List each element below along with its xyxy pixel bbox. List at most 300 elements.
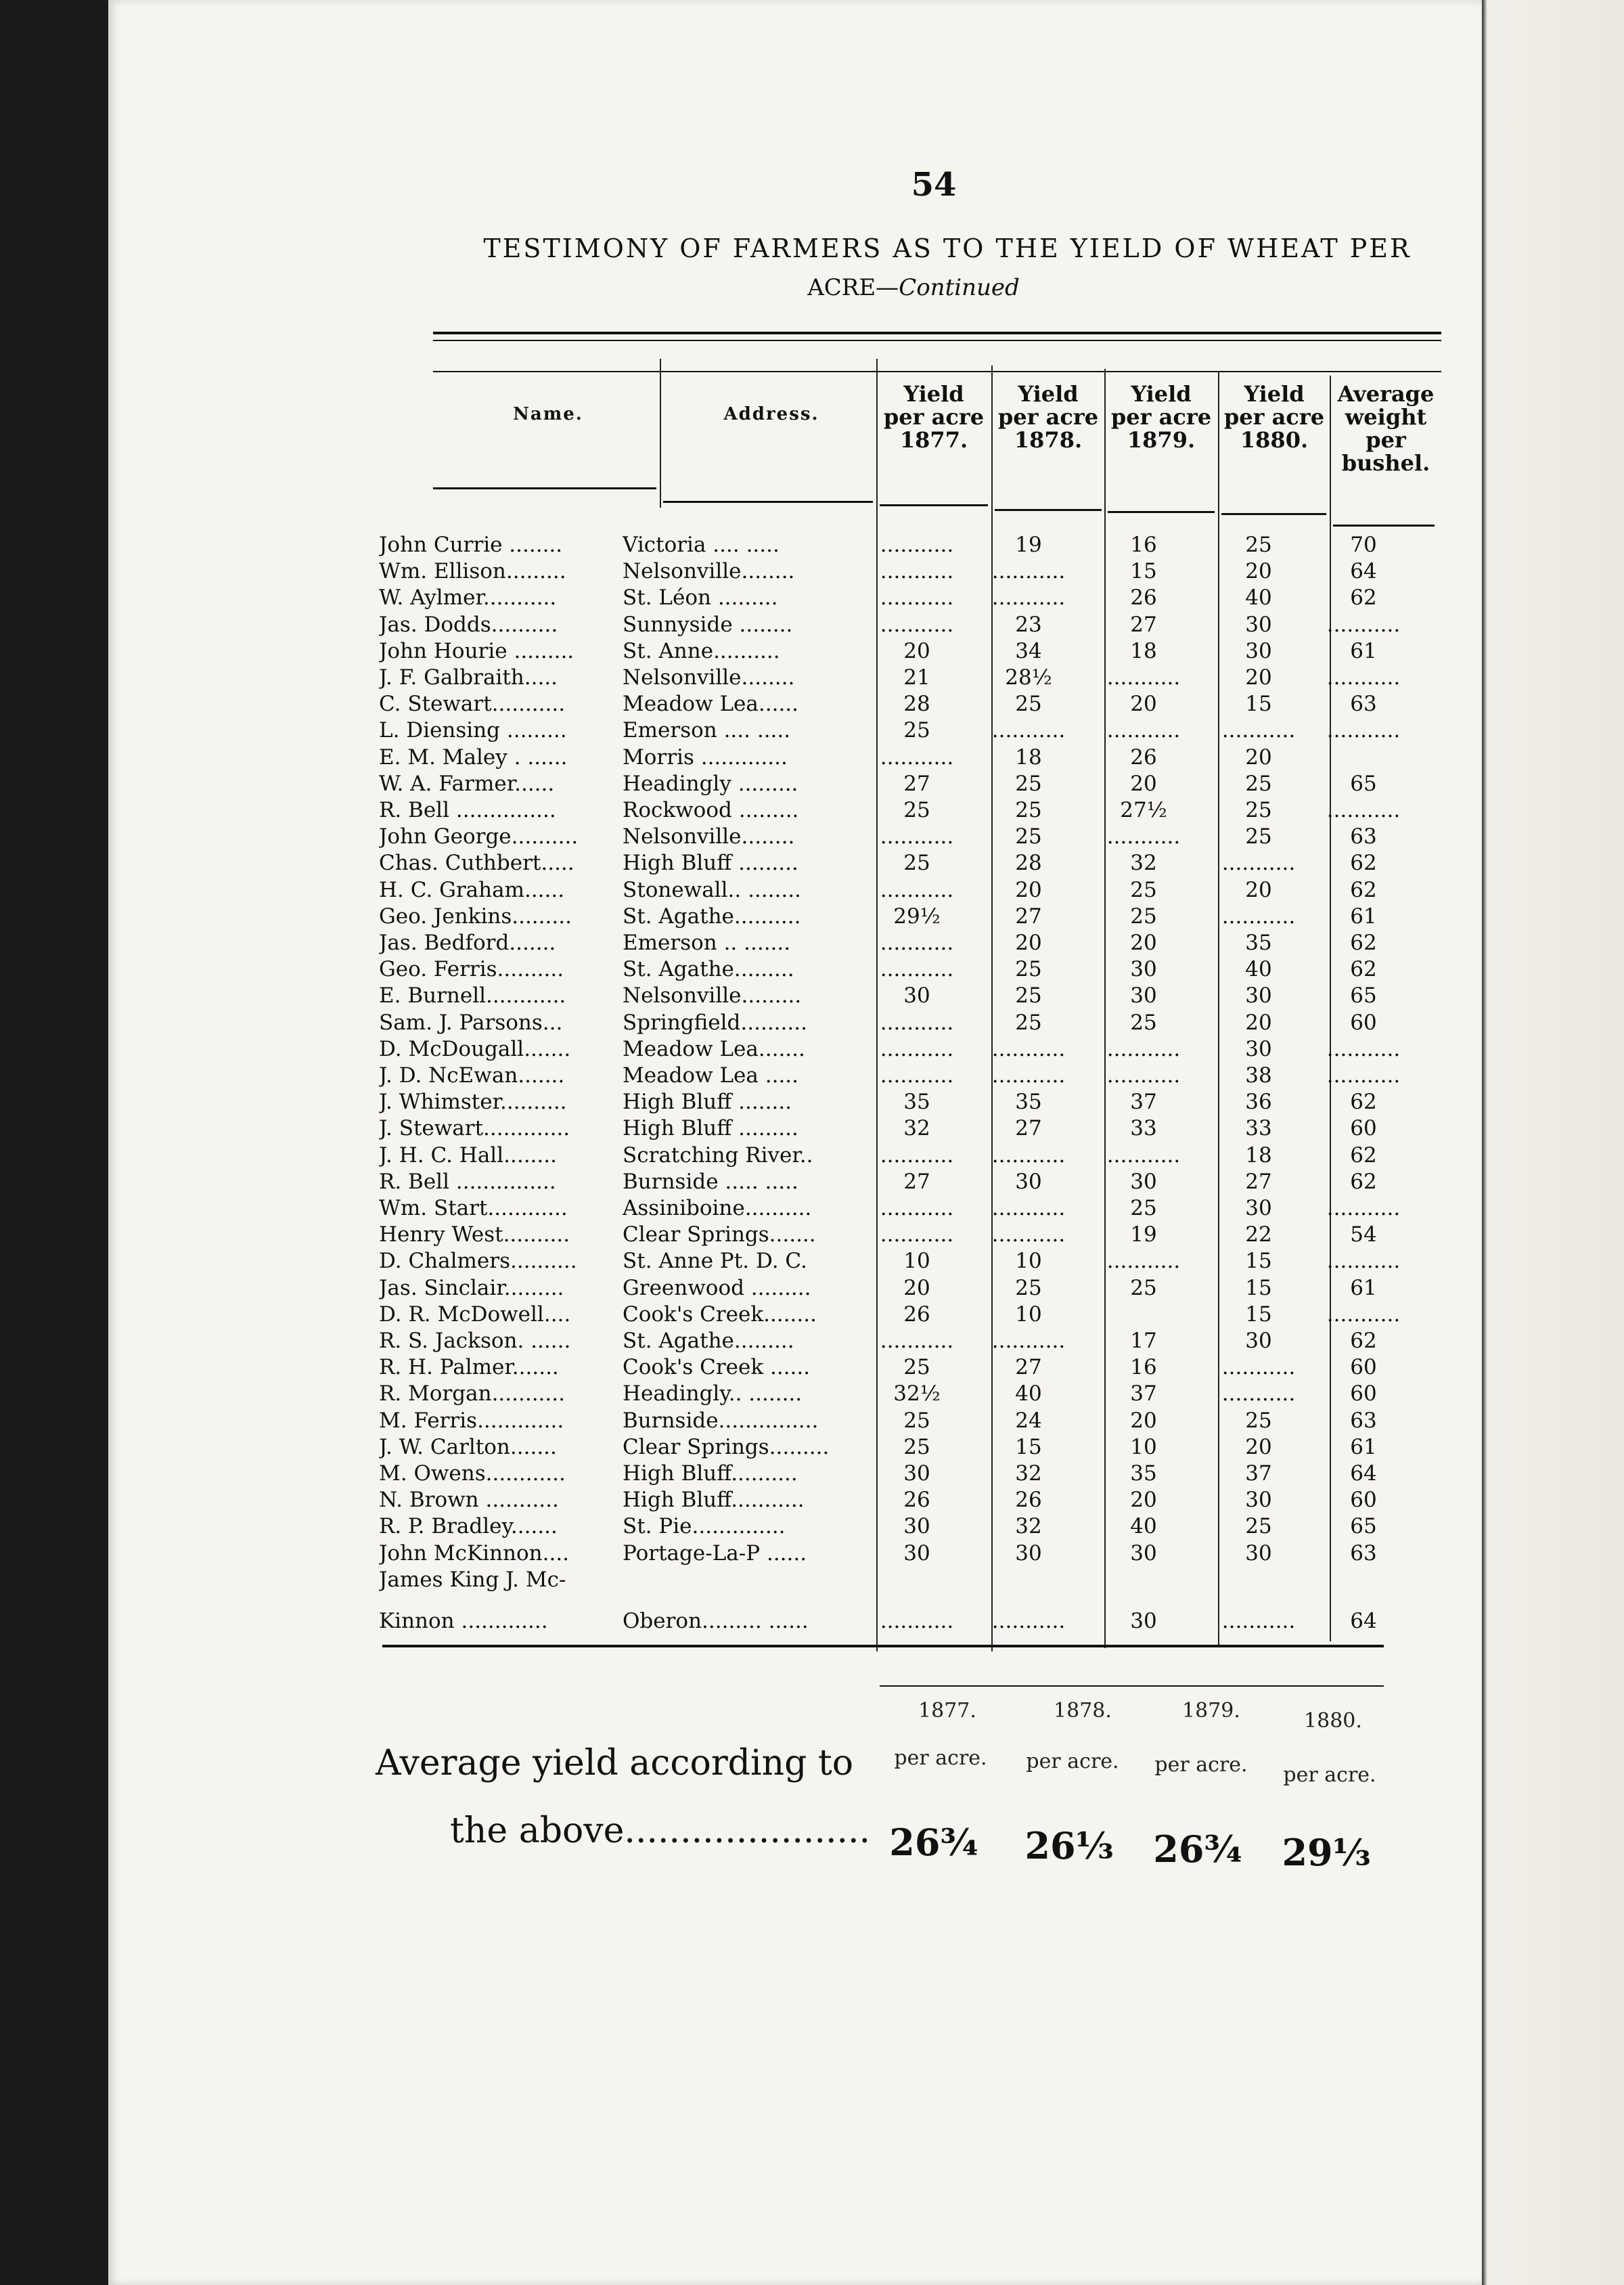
table-row: [0, 1540, 1624, 1567]
cell-yield-1880: 27: [1245, 1169, 1272, 1194]
cell-yield-1880: 20: [1245, 665, 1272, 690]
table-row: [0, 823, 1624, 850]
cell-yield-1880: 20: [1245, 559, 1272, 584]
cell-yield-1877: ...........: [880, 1196, 954, 1220]
cell-yield-1878: 25: [1015, 957, 1042, 982]
cell-name: James King J. Mc-: [379, 1567, 566, 1592]
cell-yield-1877: 32: [903, 1116, 930, 1141]
cell-yield-1878: ...........: [991, 1036, 1066, 1061]
cell-yield-1878: 20: [1015, 931, 1042, 955]
cell-yield-1878: ...........: [991, 585, 1066, 611]
cell-address: Burnside...............: [623, 1408, 819, 1433]
header-1878-line1: Yield: [1018, 381, 1079, 407]
cell-weight: [1313, 744, 1414, 771]
page-number: 54: [911, 166, 957, 204]
cell-yield-1878: 27: [1015, 1355, 1042, 1380]
cell-yield-1879: ...........: [1106, 665, 1181, 690]
cell-yield-1879: [1089, 1301, 1198, 1328]
cell-yield-1880: ...........: [1221, 1381, 1296, 1406]
cell-yield-1878: 32: [1015, 1514, 1042, 1539]
cell-yield-1880: [1204, 1566, 1313, 1593]
cell-yield-1879: 26: [1130, 745, 1157, 770]
table-row: [0, 797, 1624, 824]
cell-name: Geo. Jenkins.........: [379, 904, 572, 929]
cell-yield-1880: 15: [1245, 1275, 1272, 1300]
table-row: [0, 1354, 1624, 1381]
cell-yield-1878: ...........: [991, 1222, 1066, 1247]
cell-yield-1877: ...........: [880, 745, 954, 770]
avg-year-1877: 1877.: [918, 1699, 976, 1723]
cell-yield-1878: 24: [1015, 1408, 1042, 1433]
cell-weight: 61: [1350, 904, 1377, 929]
header-average-weight: [1332, 382, 1440, 474]
header-1877-line3: 1877.: [899, 427, 968, 453]
table-row: [0, 584, 1624, 611]
cell-address: St. Anne..........: [623, 638, 780, 663]
cell-yield-1877: 30: [903, 1461, 930, 1486]
cell-yield-1877: 25: [903, 1355, 930, 1380]
table-row: [0, 1460, 1624, 1487]
table-row: [0, 1407, 1624, 1434]
cell-yield-1878: 25: [1015, 798, 1042, 822]
cell-yield-1878: ...........: [991, 1196, 1066, 1220]
average-label-line1: Average yield according to: [376, 1743, 854, 1783]
cell-yield-1879: 20: [1130, 771, 1157, 796]
cell-yield-1877: 26: [903, 1302, 930, 1327]
cell-name: John George..........: [379, 824, 579, 849]
cell-name: W. A. Farmer......: [379, 771, 555, 796]
cell-yield-1879: 20: [1130, 1488, 1157, 1513]
table-row: [0, 1513, 1624, 1540]
table-row: [0, 1327, 1624, 1354]
cell-address: Emerson .. .......: [623, 931, 791, 955]
cell-weight: 63: [1350, 692, 1377, 717]
table-top-rule-3: [433, 371, 1441, 372]
cell-name: E. Burnell............: [379, 983, 566, 1008]
cell-yield-1879: 35: [1130, 1461, 1157, 1486]
cell-yield-1877: 35: [903, 1090, 930, 1115]
cell-name: Chas. Cuthbert.....: [379, 851, 574, 876]
cell-yield-1879: ...........: [1106, 718, 1181, 743]
cell-yield-1878: 34: [1015, 638, 1042, 663]
cell-address: Morris .............: [623, 745, 788, 770]
cell-yield-1878: 25: [1015, 771, 1042, 796]
cell-yield-1877: 30: [903, 983, 930, 1008]
cell-weight: 64: [1350, 1461, 1377, 1486]
cell-yield-1877: ...........: [880, 612, 954, 637]
cell-yield-1879: 20: [1130, 931, 1157, 955]
cell-yield-1878: ...........: [991, 559, 1066, 584]
cell-name: D. R. McDowell....: [379, 1302, 571, 1327]
cell-weight: 62: [1350, 1329, 1377, 1353]
cell-yield-1880: 15: [1245, 1302, 1272, 1327]
table-row: [0, 664, 1624, 691]
table-row: [0, 1036, 1624, 1063]
cell-name: W. Aylmer...........: [379, 585, 557, 611]
cell-name: Henry West..........: [379, 1222, 570, 1247]
header-address: Address.: [723, 404, 819, 424]
cell-yield-1879: [1089, 1566, 1198, 1593]
cell-yield-1879: 25: [1130, 1010, 1157, 1035]
table-row: [0, 690, 1624, 717]
cell-weight: 62: [1350, 877, 1377, 902]
cell-yield-1880: 22: [1245, 1222, 1272, 1247]
cell-yield-1880: 25: [1245, 1408, 1272, 1433]
cell-address: St. Agathe.........: [623, 957, 794, 982]
cell-address: Burnside ..... .....: [623, 1169, 798, 1194]
avg-per-acre-1879: per acre.: [1154, 1753, 1248, 1777]
cell-address: Nelsonville........: [623, 665, 795, 690]
cell-yield-1877: ...........: [880, 1036, 954, 1061]
cell-yield-1879: 25: [1130, 1275, 1157, 1300]
cell-address: Scratching River..: [623, 1142, 813, 1168]
cell-yield-1880: 30: [1245, 612, 1272, 637]
cell-yield-1880: 36: [1245, 1090, 1272, 1115]
table-row: [0, 558, 1624, 585]
cell-yield-1880: ...........: [1221, 1609, 1296, 1633]
cell-weight: 70: [1350, 533, 1377, 557]
cell-address: Nelsonville.........: [623, 983, 802, 1008]
cell-address: Meadow Lea .....: [623, 1063, 799, 1088]
cell-name: L. Diensing .........: [379, 718, 567, 743]
table-row: [0, 1062, 1624, 1089]
cell-yield-1878: 18: [1015, 745, 1042, 770]
cell-yield-1878: 25: [1015, 692, 1042, 717]
cell-yield-1880: 30: [1245, 638, 1272, 663]
cell-yield-1877: 25: [903, 718, 930, 743]
cell-yield-1878: 25: [1015, 983, 1042, 1008]
cell-yield-1877: 32½: [893, 1381, 941, 1406]
cell-yield-1879: 18: [1130, 638, 1157, 663]
cell-yield-1880: 25: [1245, 798, 1272, 822]
cell-yield-1880: 33: [1245, 1116, 1272, 1141]
cell-yield-1879: 10: [1130, 1434, 1157, 1459]
cell-yield-1880: 20: [1245, 1434, 1272, 1459]
cell-weight: 63: [1350, 1540, 1377, 1566]
cell-yield-1880: 20: [1245, 745, 1272, 770]
cell-yield-1880: 30: [1245, 1036, 1272, 1061]
cell-name: John McKinnon....: [379, 1540, 570, 1566]
avg-year-1879: 1879.: [1182, 1699, 1240, 1723]
cell-name: E. M. Maley . ......: [379, 745, 568, 770]
table-row: [0, 1274, 1624, 1302]
cell-yield-1880: 37: [1245, 1461, 1272, 1486]
page-title: TESTIMONY OF FARMERS AS TO THE YIELD OF WHEAT PER: [483, 234, 1412, 263]
cell-name: R. Morgan...........: [379, 1381, 565, 1406]
cell-yield-1877: 20: [903, 1275, 930, 1300]
cell-yield-1878: 27: [1015, 1116, 1042, 1141]
table-row: [0, 1115, 1624, 1142]
cell-yield-1878: 30: [1015, 1169, 1042, 1194]
table-row: [0, 877, 1624, 904]
header-underline-name: [433, 487, 656, 489]
cell-weight: ...........: [1326, 1302, 1401, 1327]
cell-weight: 54: [1350, 1222, 1377, 1247]
cell-yield-1877: ...........: [880, 533, 954, 557]
table-row: [0, 611, 1624, 638]
cell-weight: ...........: [1326, 665, 1401, 690]
cell-weight: ...........: [1326, 718, 1401, 743]
cell-weight: 60: [1350, 1488, 1377, 1513]
avg-year-1880: 1880.: [1304, 1709, 1362, 1733]
cell-name: M. Ferris.............: [379, 1408, 564, 1433]
cell-yield-1878: ...........: [991, 1063, 1066, 1088]
cell-yield-1879: 37: [1130, 1381, 1157, 1406]
table-row: [0, 956, 1624, 983]
cell-yield-1880: 30: [1245, 1488, 1272, 1513]
header-1880-line1: Yield: [1244, 381, 1305, 407]
cell-name: J. Whimster..........: [379, 1090, 567, 1115]
header-yield-1880: [1220, 382, 1328, 451]
cell-yield-1878: 28½: [1005, 665, 1052, 690]
header-yield-1877: [880, 382, 988, 451]
cell-weight: 62: [1350, 1142, 1377, 1168]
page-subtitle: [744, 274, 1083, 301]
cell-name: Jas. Sinclair.........: [379, 1275, 564, 1300]
cell-yield-1880: ...........: [1221, 904, 1296, 929]
table-row: [0, 531, 1624, 558]
cell-yield-1879: ...........: [1106, 1142, 1181, 1168]
cell-yield-1879: 27: [1130, 612, 1157, 637]
table-row: [0, 929, 1624, 956]
avg-per-acre-1878: per acre.: [1026, 1750, 1119, 1773]
header-1877-line1: Yield: [903, 381, 964, 407]
cell-yield-1878: ...........: [991, 1609, 1066, 1633]
cell-name: Jas. Bedford.......: [379, 931, 556, 955]
header-weight-line4: bushel.: [1341, 450, 1430, 476]
cell-yield-1880: 15: [1245, 1249, 1272, 1274]
cell-address: Headingly .........: [623, 771, 798, 796]
cell-yield-1878: 19: [1015, 533, 1042, 557]
cell-yield-1880: 25: [1245, 824, 1272, 849]
table-row: [0, 638, 1624, 665]
cell-yield-1877: ...........: [880, 877, 954, 902]
cell-weight: 62: [1350, 1169, 1377, 1194]
cell-name: N. Brown ...........: [379, 1488, 559, 1513]
cell-address: St. Agathe.........: [623, 1329, 794, 1353]
header-1878-line2: per acre: [997, 404, 1099, 430]
subtitle-italic: Continued: [899, 274, 1020, 301]
cell-yield-1877: [866, 1566, 968, 1593]
cell-name: Geo. Ferris..........: [379, 957, 564, 982]
cell-weight: 60: [1350, 1355, 1377, 1380]
cell-weight: 60: [1350, 1010, 1377, 1035]
cell-yield-1879: 25: [1130, 877, 1157, 902]
cell-yield-1877: ...........: [880, 585, 954, 611]
cell-yield-1879: 40: [1130, 1514, 1157, 1539]
cell-yield-1877: 29½: [893, 904, 941, 929]
header-underline-weight: [1333, 525, 1435, 527]
cell-yield-1879: ...........: [1106, 824, 1181, 849]
cell-yield-1877: ...........: [880, 931, 954, 955]
subtitle-plain: ACRE—: [807, 274, 899, 301]
cell-weight: 61: [1350, 1434, 1377, 1459]
cell-address: Rockwood .........: [623, 798, 799, 822]
cell-weight: 61: [1350, 1275, 1377, 1300]
avg-value-1880: 29⅓: [1282, 1831, 1371, 1874]
cell-address: Cook's Creek........: [623, 1302, 817, 1327]
cell-yield-1880: 30: [1245, 1540, 1272, 1566]
cell-yield-1879: 33: [1130, 1116, 1157, 1141]
cell-yield-1879: 32: [1130, 851, 1157, 876]
cell-yield-1878: 28: [1015, 851, 1042, 876]
header-yield-1878: [993, 382, 1103, 451]
cell-weight: 62: [1350, 851, 1377, 876]
cell-weight: 64: [1350, 1609, 1377, 1633]
cell-name: Sam. J. Parsons...: [379, 1010, 563, 1035]
avg-per-acre-1880: per acre.: [1283, 1763, 1376, 1787]
cell-yield-1877: ...........: [880, 824, 954, 849]
cell-yield-1877: 25: [903, 1434, 930, 1459]
cell-yield-1879: 37: [1130, 1090, 1157, 1115]
cell-weight: 62: [1350, 585, 1377, 611]
table-bottom-rule: [382, 1645, 1384, 1647]
average-label-line2: the above......................: [450, 1811, 871, 1851]
header-1879-line2: per acre: [1110, 404, 1212, 430]
cell-address: High Bluff .........: [623, 851, 798, 876]
cell-yield-1880: 40: [1245, 585, 1272, 611]
cell-weight: 62: [1350, 1090, 1377, 1115]
cell-name: John Currie ........: [379, 533, 563, 557]
header-weight-line1: Average: [1337, 381, 1435, 407]
cell-weight: 60: [1350, 1116, 1377, 1141]
cell-yield-1878: 30: [1015, 1540, 1042, 1566]
cell-yield-1880: 40: [1245, 957, 1272, 982]
cell-address: Emerson .... .....: [623, 718, 791, 743]
cell-yield-1877: ...........: [880, 1222, 954, 1247]
cell-yield-1877: ...........: [880, 1609, 954, 1633]
cell-weight: [1313, 1566, 1414, 1593]
cell-yield-1880: 25: [1245, 533, 1272, 557]
cell-address: High Bluff..........: [623, 1461, 798, 1486]
table-row: [0, 1486, 1624, 1513]
cell-yield-1877: 20: [903, 638, 930, 663]
cell-yield-1880: 20: [1245, 1010, 1272, 1035]
header-name: Name.: [513, 404, 583, 424]
cell-address: Nelsonville........: [623, 559, 795, 584]
cell-yield-1878: 40: [1015, 1381, 1042, 1406]
cell-yield-1879: ...........: [1106, 1036, 1181, 1061]
header-underline-1879: [1108, 511, 1215, 513]
cell-yield-1877: 25: [903, 851, 930, 876]
cell-address: Oberon......... ......: [623, 1609, 809, 1633]
table-row: [0, 717, 1624, 744]
cell-yield-1877: ...........: [880, 1063, 954, 1088]
cell-yield-1879: 30: [1130, 957, 1157, 982]
cell-address: Stonewall.. ........: [623, 877, 801, 902]
table-row: [0, 1566, 1624, 1593]
cell-yield-1878: 26: [1015, 1488, 1042, 1513]
cell-yield-1878: 10: [1015, 1302, 1042, 1327]
cell-weight: 61: [1350, 638, 1377, 663]
cell-yield-1878: 15: [1015, 1434, 1042, 1459]
table-row: [0, 744, 1624, 771]
cell-weight: ...........: [1326, 1036, 1401, 1061]
header-underline-address: [663, 501, 873, 503]
cell-yield-1877: 30: [903, 1514, 930, 1539]
cell-yield-1878: 25: [1015, 824, 1042, 849]
cell-yield-1877: ...........: [880, 1010, 954, 1035]
avg-per-acre-1877: per acre.: [894, 1746, 987, 1770]
cell-yield-1879: 30: [1130, 1169, 1157, 1194]
avg-value-1879: 26¾: [1153, 1827, 1242, 1871]
cell-name: J. F. Galbraith.....: [379, 665, 558, 690]
table-row: [0, 770, 1624, 797]
cell-yield-1879: 30: [1130, 983, 1157, 1008]
header-underline-1877: [880, 504, 988, 506]
table-row: [0, 1434, 1624, 1461]
cell-address: Clear Springs.........: [623, 1434, 830, 1459]
cell-name: J. Stewart.............: [379, 1116, 570, 1141]
cell-weight: 65: [1350, 1514, 1377, 1539]
cell-address: St. Anne Pt. D. C.: [623, 1249, 807, 1274]
cell-address: High Bluff .........: [623, 1116, 798, 1141]
table-row: [0, 903, 1624, 930]
col-divider-name-address: [660, 359, 661, 508]
cell-yield-1878: ...........: [991, 1142, 1066, 1168]
cell-yield-1880: 20: [1245, 877, 1272, 902]
cell-name: R. H. Palmer.......: [379, 1355, 559, 1380]
cell-yield-1877: 26: [903, 1488, 930, 1513]
header-1880-line3: 1880.: [1240, 427, 1309, 453]
cell-address: Headingly.. ........: [623, 1381, 803, 1406]
cell-yield-1880: 25: [1245, 1514, 1272, 1539]
cell-name: R. Bell ...............: [379, 798, 556, 822]
cell-yield-1877: 25: [903, 798, 930, 822]
header-1879-line1: Yield: [1131, 381, 1192, 407]
cell-yield-1879: 20: [1130, 692, 1157, 717]
cell-yield-1878: [974, 1566, 1083, 1593]
cell-yield-1879: 25: [1130, 904, 1157, 929]
cell-yield-1878: 27: [1015, 904, 1042, 929]
cell-yield-1877: ...........: [880, 1329, 954, 1353]
cell-name: H. C. Graham......: [379, 877, 565, 902]
cell-weight: 65: [1350, 983, 1377, 1008]
cell-yield-1879: 30: [1130, 1609, 1157, 1633]
cell-name: R. P. Bradley.......: [379, 1514, 558, 1539]
cell-yield-1877: ...........: [880, 559, 954, 584]
table-top-rule-2: [433, 340, 1441, 341]
cell-address: Sunnyside ........: [623, 612, 793, 637]
cell-yield-1878: 10: [1015, 1249, 1042, 1274]
cell-yield-1880: 18: [1245, 1142, 1272, 1168]
cell-yield-1879: 20: [1130, 1408, 1157, 1433]
cell-yield-1880: 30: [1245, 1329, 1272, 1353]
cell-yield-1880: ...........: [1221, 851, 1296, 876]
cell-address: Springfield..........: [623, 1010, 807, 1035]
cell-yield-1878: 25: [1015, 1010, 1042, 1035]
cell-yield-1877: 28: [903, 692, 930, 717]
cell-name: R. Bell ...............: [379, 1169, 556, 1194]
cell-yield-1877: ...........: [880, 957, 954, 982]
cell-yield-1877: ...........: [880, 1142, 954, 1168]
table-row: [0, 1607, 1624, 1635]
table-row: [0, 1247, 1624, 1274]
cell-name: Kinnon .............: [379, 1609, 548, 1633]
cell-weight: 63: [1350, 824, 1377, 849]
cell-yield-1880: ...........: [1221, 1355, 1296, 1380]
cell-yield-1878: 20: [1015, 877, 1042, 902]
cell-name: Wm. Start............: [379, 1196, 568, 1220]
cell-yield-1878: ...........: [991, 1329, 1066, 1353]
cell-weight: ...........: [1326, 798, 1401, 822]
cell-yield-1879: 27½: [1120, 798, 1167, 822]
cell-name: C. Stewart...........: [379, 692, 566, 717]
avg-value-1877: 26¾: [889, 1821, 978, 1864]
cell-address: St. Agathe..........: [623, 904, 801, 929]
cell-weight: ...........: [1326, 1063, 1401, 1088]
table-row: [0, 1221, 1624, 1248]
